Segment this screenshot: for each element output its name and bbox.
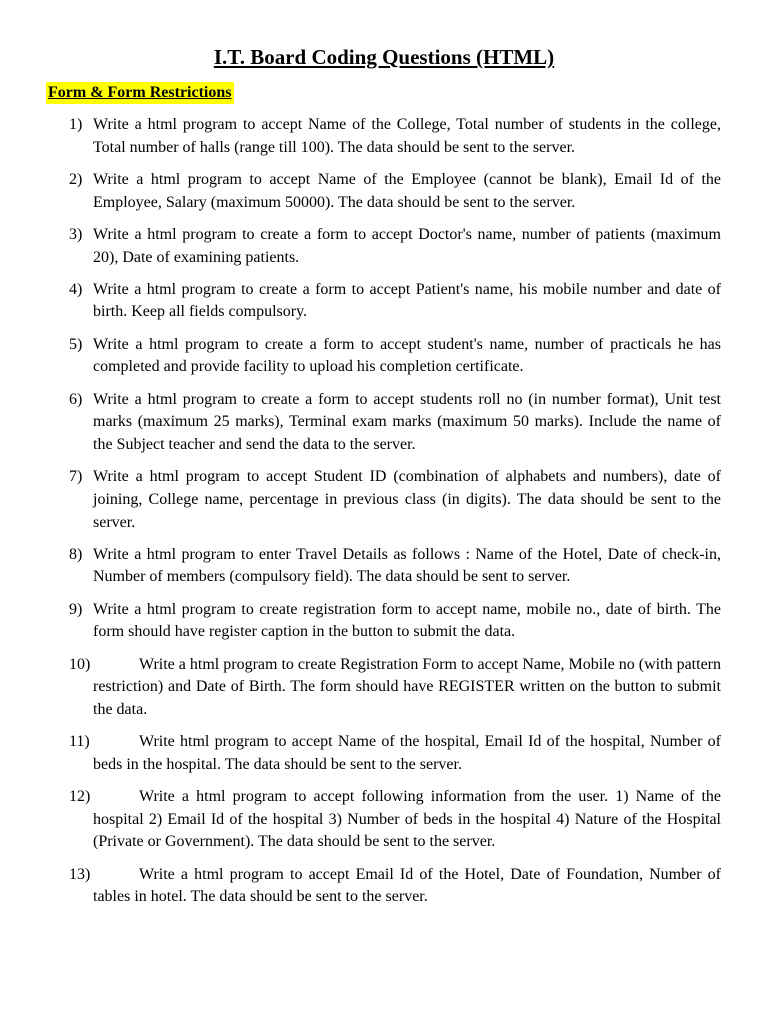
question-number: 7) bbox=[69, 468, 83, 486]
question-item bbox=[0, 466, 768, 534]
question-number: 10) bbox=[69, 655, 91, 673]
question-item bbox=[0, 786, 768, 854]
section-heading: Form & Form Restrictions bbox=[46, 82, 234, 104]
question-item bbox=[0, 169, 768, 214]
question-text: Write a html program to accept Student ID (combination of alphabets and numbers), date of joining, College name, percentage in previous class (in digits). The data should be sent to the server. bbox=[93, 468, 721, 531]
question-number: 13) bbox=[69, 865, 91, 883]
question-item bbox=[0, 864, 768, 909]
question-number: 1) bbox=[69, 116, 83, 133]
question-item bbox=[0, 114, 768, 159]
question-text: Write a html program to accept following information from the user. 1) Name of the hospital 2) Email Id of the hospital 3) Number of beds in the hospital 4) Nature of the Hospital (Private or Government). The data should be sent to the server. bbox=[93, 788, 721, 851]
question-number: 4) bbox=[69, 280, 83, 298]
question-list bbox=[0, 114, 768, 919]
question-item bbox=[0, 731, 768, 776]
question-item bbox=[0, 279, 768, 324]
question-item bbox=[0, 334, 768, 379]
question-number: 6) bbox=[69, 390, 83, 408]
question-text: Write a html program to create a form to accept students roll no (in number format), Unit test marks (maximum 25 marks), Terminal exam marks (maximum 50 marks). Include the name of the Subject teacher and send the data to the server. bbox=[93, 390, 721, 453]
question-number: 5) bbox=[69, 335, 83, 353]
question-text: Write a html program to create registration form to accept name, mobile no., date of birth. The form should have register caption in the button to submit the data. bbox=[93, 600, 721, 641]
question-item bbox=[0, 544, 768, 589]
question-number: 9) bbox=[69, 600, 83, 618]
question-text: Write a html program to accept Email Id of the Hotel, Date of Foundation, Number of tables in hotel. The data should be sent to the server. bbox=[93, 865, 721, 906]
page-title: I.T. Board Coding Questions (HTML) bbox=[213, 45, 555, 69]
question-number: 3) bbox=[69, 225, 83, 243]
question-text: Write a html program to enter Travel Details as follows : Name of the Hotel, Date of check-in, Number of members (compulsory field). The data should be sent to server. bbox=[93, 545, 721, 586]
question-number: 11) bbox=[69, 733, 90, 751]
question-text: Write a html program to create a form to accept Patient's name, his mobile number and date of birth. Keep all fields compulsory. bbox=[93, 280, 721, 321]
question-number: 2) bbox=[69, 170, 83, 188]
question-text: Write a html program to create Registration Form to accept Name, Mobile no (with pattern restriction) and Date of Birth. The form should have REGISTER written on the button to submit the data. bbox=[93, 655, 721, 718]
question-item bbox=[0, 599, 768, 644]
question-text: Write html program to accept Name of the hospital, Email Id of the hospital, Number of beds in the hospital. The data should be sent to the server. bbox=[93, 733, 721, 773]
question-text: Write a html program to accept Name of the College, Total number of students in the college, Total number of halls (range till 100). The data should be sent to the server. bbox=[93, 116, 721, 156]
question-text: Write a html program to create a form to accept student's name, number of practicals he has completed and provide facility to upload his completion certificate. bbox=[93, 335, 721, 376]
question-text: Write a html program to accept Name of the Employee (cannot be blank), Email Id of the Employee, Salary (maximum 50000). The data should be sent to the server. bbox=[93, 170, 721, 211]
question-number: 8) bbox=[69, 545, 83, 563]
question-item bbox=[0, 654, 768, 722]
question-number: 12) bbox=[69, 788, 91, 806]
question-text: Write a html program to create a form to accept Doctor's name, number of patients (maximum 20), Date of examining patients. bbox=[93, 225, 721, 266]
question-item bbox=[0, 224, 768, 269]
question-item bbox=[0, 389, 768, 457]
